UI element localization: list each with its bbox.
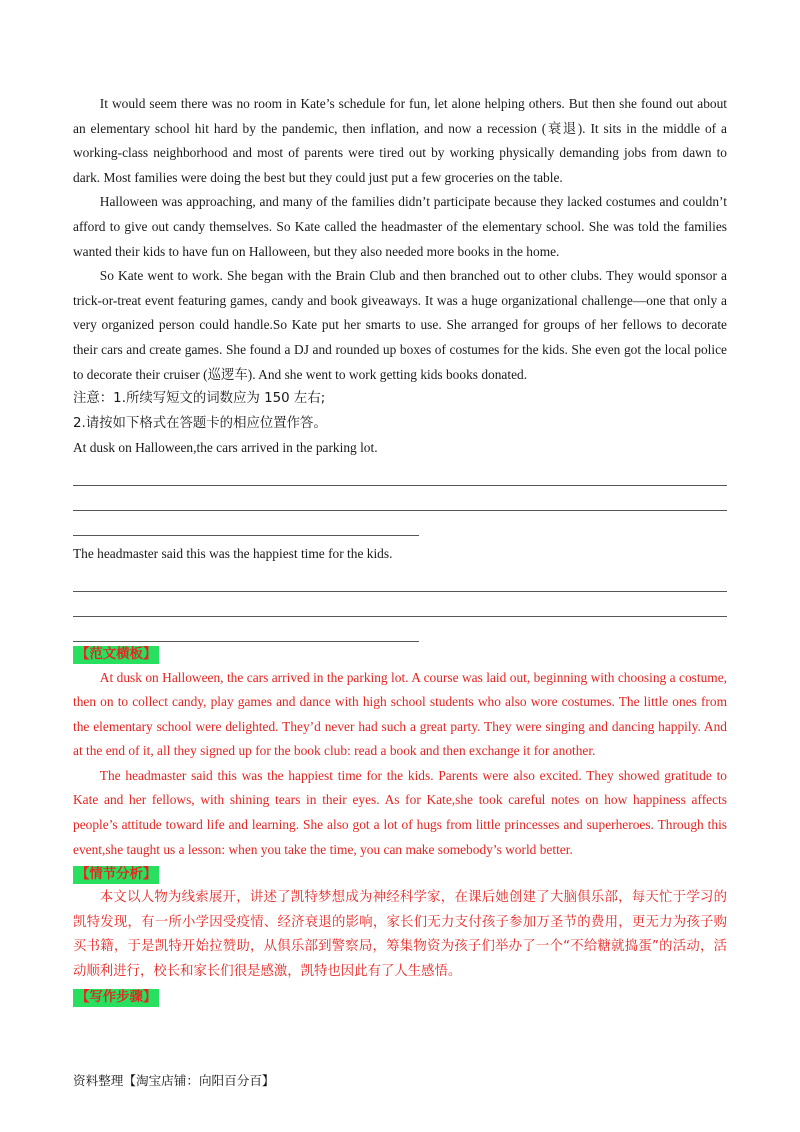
answer-line bbox=[73, 461, 727, 486]
prompt-second: The headmaster said this was the happiest time for the kids. bbox=[73, 545, 393, 561]
passage-paragraph-1: It would seem there was no room in Kate’s schedule for fun, let alone helping others. But then she found out about an elementary school hit hard by the pandemic, then inflation, and now a recession (衰退). It sits in the middle of a working-class neighborhood and most of parents were tired out by working physically demanding jobs from dawn to dark. Most families were doing the best but they could just put a few groceries on the table. bbox=[73, 96, 727, 185]
model-paragraph-2: The headmaster said this was the happiest time for the kids. Parents were also excited. They showed gratitude to Kate and her fellows, with shining tears in their eyes. As for Kate,she took careful notes on how happiness affects people’s attitude toward life and learning. She also got a lot of hugs from little princesses and superheroes. Through this event,she taught us a lesson: when you take the time, you can make somebody’s world better. bbox=[73, 767, 727, 857]
answer-line bbox=[73, 617, 419, 642]
note-2: 2.请按如下格式在答题卡的相应位置作答。 bbox=[73, 415, 327, 431]
answer-line bbox=[73, 486, 727, 511]
note-1: 注意：1.所续写短文的词数应为 150 左右; bbox=[73, 391, 326, 407]
section-label-model: 【范文横板】 bbox=[73, 646, 159, 664]
answer-line bbox=[73, 511, 419, 536]
model-paragraph-1: At dusk on Halloween, the cars arrived in the parking lot. A course was laid out, beginning with choosing a costume, then on to collect candy, play games and dance with high school students who also wore costumes. The little ones from the elementary school were delighted. They’d never had such a great party. They were singing and dancing happily. And at the end of it, all they signed up for the book club: read a book and then exchange it for another. bbox=[73, 669, 727, 759]
passage-paragraph-3: So Kate went to work. She began with the Brain Club and then branched out to other clubs. They would sponsor a trick-or-treat event featuring games, candy and book giveaways. It was a huge organizational challenge—one that only a very organized person could handle.So Kate put her smarts to use. She arranged for groups of her fellows to decorate their cars and create games. She found a DJ and rounded up boxes of costumes for the kids. She even got the local police to decorate their cruiser (巡逻车). And she went to work getting kids books donated. bbox=[73, 268, 727, 382]
section-label-steps: 【写作步骤】 bbox=[73, 989, 159, 1007]
prompt-first: At dusk on Halloween,the cars arrived in the parking lot. bbox=[73, 440, 378, 456]
document-page bbox=[73, 92, 727, 1009]
section-label-plot: 【情节分析】 bbox=[73, 866, 159, 884]
answer-line bbox=[73, 592, 727, 617]
footer-source: 资料整理【淘宝店铺：向阳百分百】 bbox=[73, 1073, 275, 1088]
answer-line bbox=[73, 567, 727, 592]
plot-analysis: 本文以人物为线索展开，讲述了凯特梦想成为神经科学家，在课后她创建了大脑俱乐部，每天忙于学习的凯特发现，有一所小学因受疫情、经济衰退的影响，家长们无力支付孩子参加万圣节的费用，更无力为孩子购买书籍，于是凯特开始拉赞助，从俱乐部到警察局，筹集物资为孩子们举办了一个“不给糖就捣蛋”的活动，活动顺利进行，校长和家长们很是感激，凯特也因此有了人生感悟。 bbox=[73, 890, 727, 980]
passage-paragraph-2: Halloween was approaching, and many of the families didn’t participate because they lacked costumes and couldn’t afford to give out candy themselves. So Kate called the headmaster of the elementary school. She was told the families wanted their kids to have fun on Halloween, but they also needed more books in the home. bbox=[73, 194, 727, 259]
